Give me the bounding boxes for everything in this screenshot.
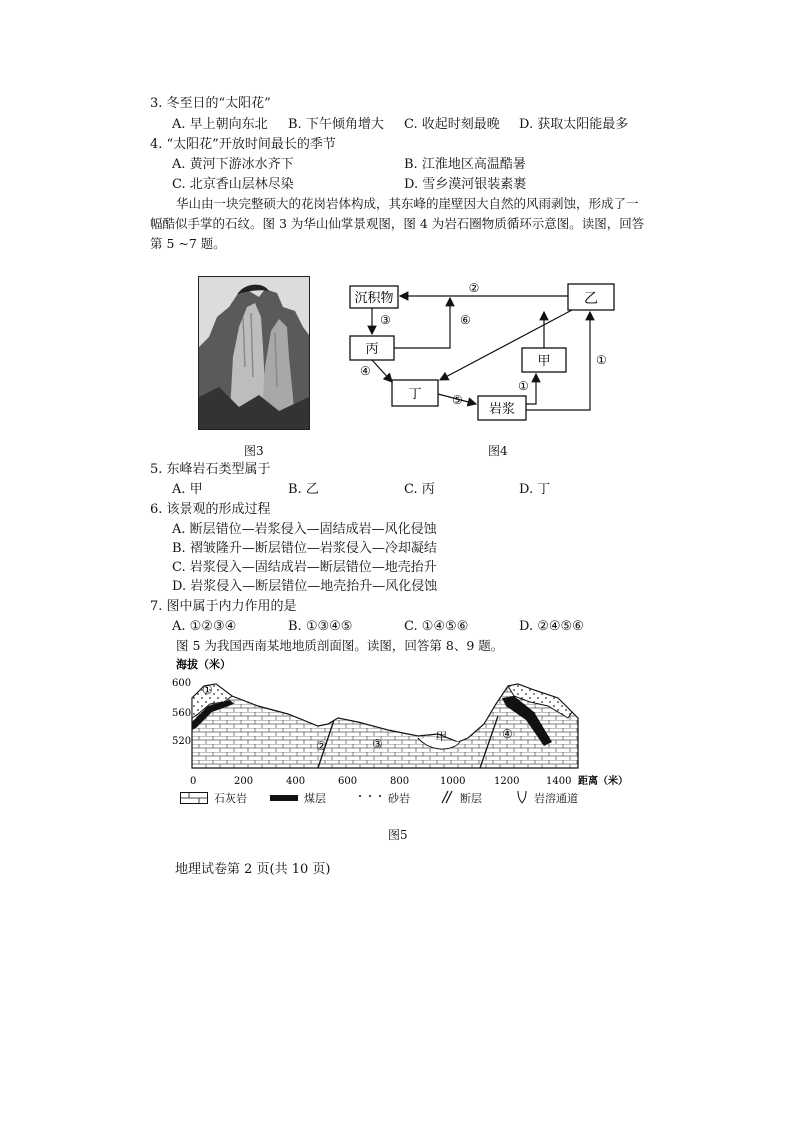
arrow-6-label: ⑥ bbox=[460, 313, 471, 327]
passage-line-1: 华山由一块完整硕大的花岗岩体构成，其东峰的崖壁因大自然的风雨剥蚀，形成了一 bbox=[176, 196, 639, 211]
q7-option-a: A. ①②③④ bbox=[172, 619, 237, 634]
box-sediment bbox=[350, 286, 398, 308]
question-4-stem: 4. “太阳花”开放时间最长的季节 bbox=[150, 137, 336, 152]
legend-sandstone-swatch bbox=[356, 792, 384, 804]
label-jia: 甲 bbox=[436, 730, 447, 743]
x-tick-200: 200 bbox=[234, 776, 254, 787]
passage-line-2: 幅酷似手掌的石纹。图 3 为华山仙掌景观图，图 4 为岩石圈物质循环示意图。读图，回答 bbox=[150, 216, 645, 231]
q6-option-d: D. 岩浆侵入—断层错位—地壳抬升—风化侵蚀 bbox=[172, 579, 438, 594]
label-3: ③ bbox=[372, 737, 383, 751]
question-6-stem: 6. 该景观的形成过程 bbox=[150, 502, 271, 517]
page-footer: 地理试卷第 2 页(共 10 页) bbox=[175, 862, 331, 877]
question-3-stem: 3. 冬至日的“太阳花” bbox=[150, 96, 271, 111]
box-ding-label: 丁 bbox=[408, 387, 422, 402]
box-magma bbox=[478, 396, 526, 420]
question-7-stem: 7. 图中属于内力作用的是 bbox=[150, 599, 297, 614]
y-tick-560: 560 bbox=[172, 708, 192, 719]
q6-option-b: B. 褶皱隆升—断层错位—岩浆侵入—冷却凝结 bbox=[172, 541, 437, 556]
question-5-stem: 5. 东峰岩石类型属于 bbox=[150, 462, 271, 477]
arrow-5-label: ⑤ bbox=[452, 393, 463, 407]
q3-option-d: D. 获取太阳能最多 bbox=[519, 117, 629, 132]
legend-sandstone-label: 砂岩 bbox=[388, 792, 410, 805]
q5-option-b: B. 乙 bbox=[288, 482, 319, 497]
q3-option-a: A. 早上朝向东北 bbox=[172, 117, 268, 132]
legend-fault-icon bbox=[440, 790, 454, 804]
figure-5-intro: 图 5 为我国西南某地地质剖面图。读图，回答第 8、9 题。 bbox=[176, 638, 504, 653]
y-tick-520: 520 bbox=[172, 736, 192, 747]
q4-option-c: C. 北京香山层林尽染 bbox=[172, 177, 294, 192]
box-bing-label: 丙 bbox=[365, 342, 379, 357]
box-magma-label: 岩浆 bbox=[488, 402, 516, 417]
arrow-4 bbox=[372, 360, 392, 382]
label-2: ② bbox=[316, 739, 327, 753]
legend-coal-swatch bbox=[270, 795, 298, 801]
legend-limestone-swatch bbox=[180, 792, 208, 804]
legend-limestone-label: 石灰岩 bbox=[214, 792, 247, 805]
arrow-4-label: ④ bbox=[360, 364, 371, 378]
q5-option-d: D. 丁 bbox=[519, 482, 551, 497]
arrow-2-label: ② bbox=[468, 281, 480, 295]
q7-option-d: D. ②④⑤⑥ bbox=[519, 619, 584, 634]
legend-karst-icon bbox=[516, 790, 528, 804]
figure-5-cross-section bbox=[168, 656, 648, 788]
label-1: ① bbox=[202, 683, 213, 697]
box-bing bbox=[350, 336, 394, 360]
q6-option-a: A. 断层错位—岩浆侵入—固结成岩—风化侵蚀 bbox=[172, 522, 437, 537]
q7-option-c: C. ①④⑤⑥ bbox=[404, 619, 469, 634]
box-jia bbox=[522, 348, 566, 372]
q5-option-c: C. 丙 bbox=[404, 482, 435, 497]
arrow-3-label: ③ bbox=[380, 313, 391, 327]
x-tick-0: 0 bbox=[190, 776, 197, 787]
figure-5-caption: 图5 bbox=[388, 828, 408, 842]
x-tick-1200: 1200 bbox=[494, 776, 520, 787]
q3-option-c: C. 收起时刻最晚 bbox=[404, 117, 500, 132]
label-4: ④ bbox=[502, 727, 513, 741]
q4-option-b: B. 江淮地区高温酷暑 bbox=[404, 157, 526, 172]
x-tick-1400: 1400 bbox=[546, 776, 572, 787]
box-yi bbox=[568, 284, 614, 310]
figure-4-caption: 图4 bbox=[488, 444, 508, 458]
x-tick-800: 800 bbox=[390, 776, 410, 787]
arrow-1a-label: ① bbox=[518, 379, 529, 393]
legend-coal-label: 煤层 bbox=[304, 792, 326, 805]
box-sediment-label: 沉积物 bbox=[354, 291, 394, 306]
x-axis-title: 距离（米） bbox=[578, 776, 628, 787]
mountain-photo-image bbox=[199, 277, 309, 429]
x-tick-400: 400 bbox=[286, 776, 306, 787]
y-tick-600: 600 bbox=[172, 678, 192, 689]
q3-option-b: B. 下午倾角增大 bbox=[288, 117, 384, 132]
figure-3-photo bbox=[198, 276, 310, 430]
q4-option-a: A. 黄河下游冰水齐下 bbox=[172, 157, 294, 172]
arrow-6 bbox=[394, 298, 450, 348]
box-ding bbox=[392, 380, 438, 406]
legend-fault-label: 断层 bbox=[460, 792, 482, 805]
box-jia-label: 甲 bbox=[537, 354, 551, 369]
box-yi-label: 乙 bbox=[584, 291, 598, 307]
figure-3-caption: 图3 bbox=[244, 444, 264, 458]
figure-4-rock-cycle bbox=[340, 276, 630, 426]
passage bbox=[150, 194, 650, 254]
legend-karst-label: 岩溶通道 bbox=[534, 792, 578, 805]
q6-option-c: C. 岩浆侵入—固结成岩—断层错位—地壳抬升 bbox=[172, 560, 437, 575]
x-tick-600: 600 bbox=[338, 776, 358, 787]
q7-option-b: B. ①③④⑤ bbox=[288, 619, 353, 634]
q5-option-a: A. 甲 bbox=[172, 482, 203, 497]
passage-line-3: 第 5 ~7 题。 bbox=[150, 236, 226, 251]
y-axis-title: 海拔（米） bbox=[176, 658, 231, 671]
q4-option-d: D. 雪乡漠河银装素裹 bbox=[404, 177, 527, 192]
x-tick-1000: 1000 bbox=[440, 776, 466, 787]
arrow-1b-label: ① bbox=[596, 353, 607, 367]
